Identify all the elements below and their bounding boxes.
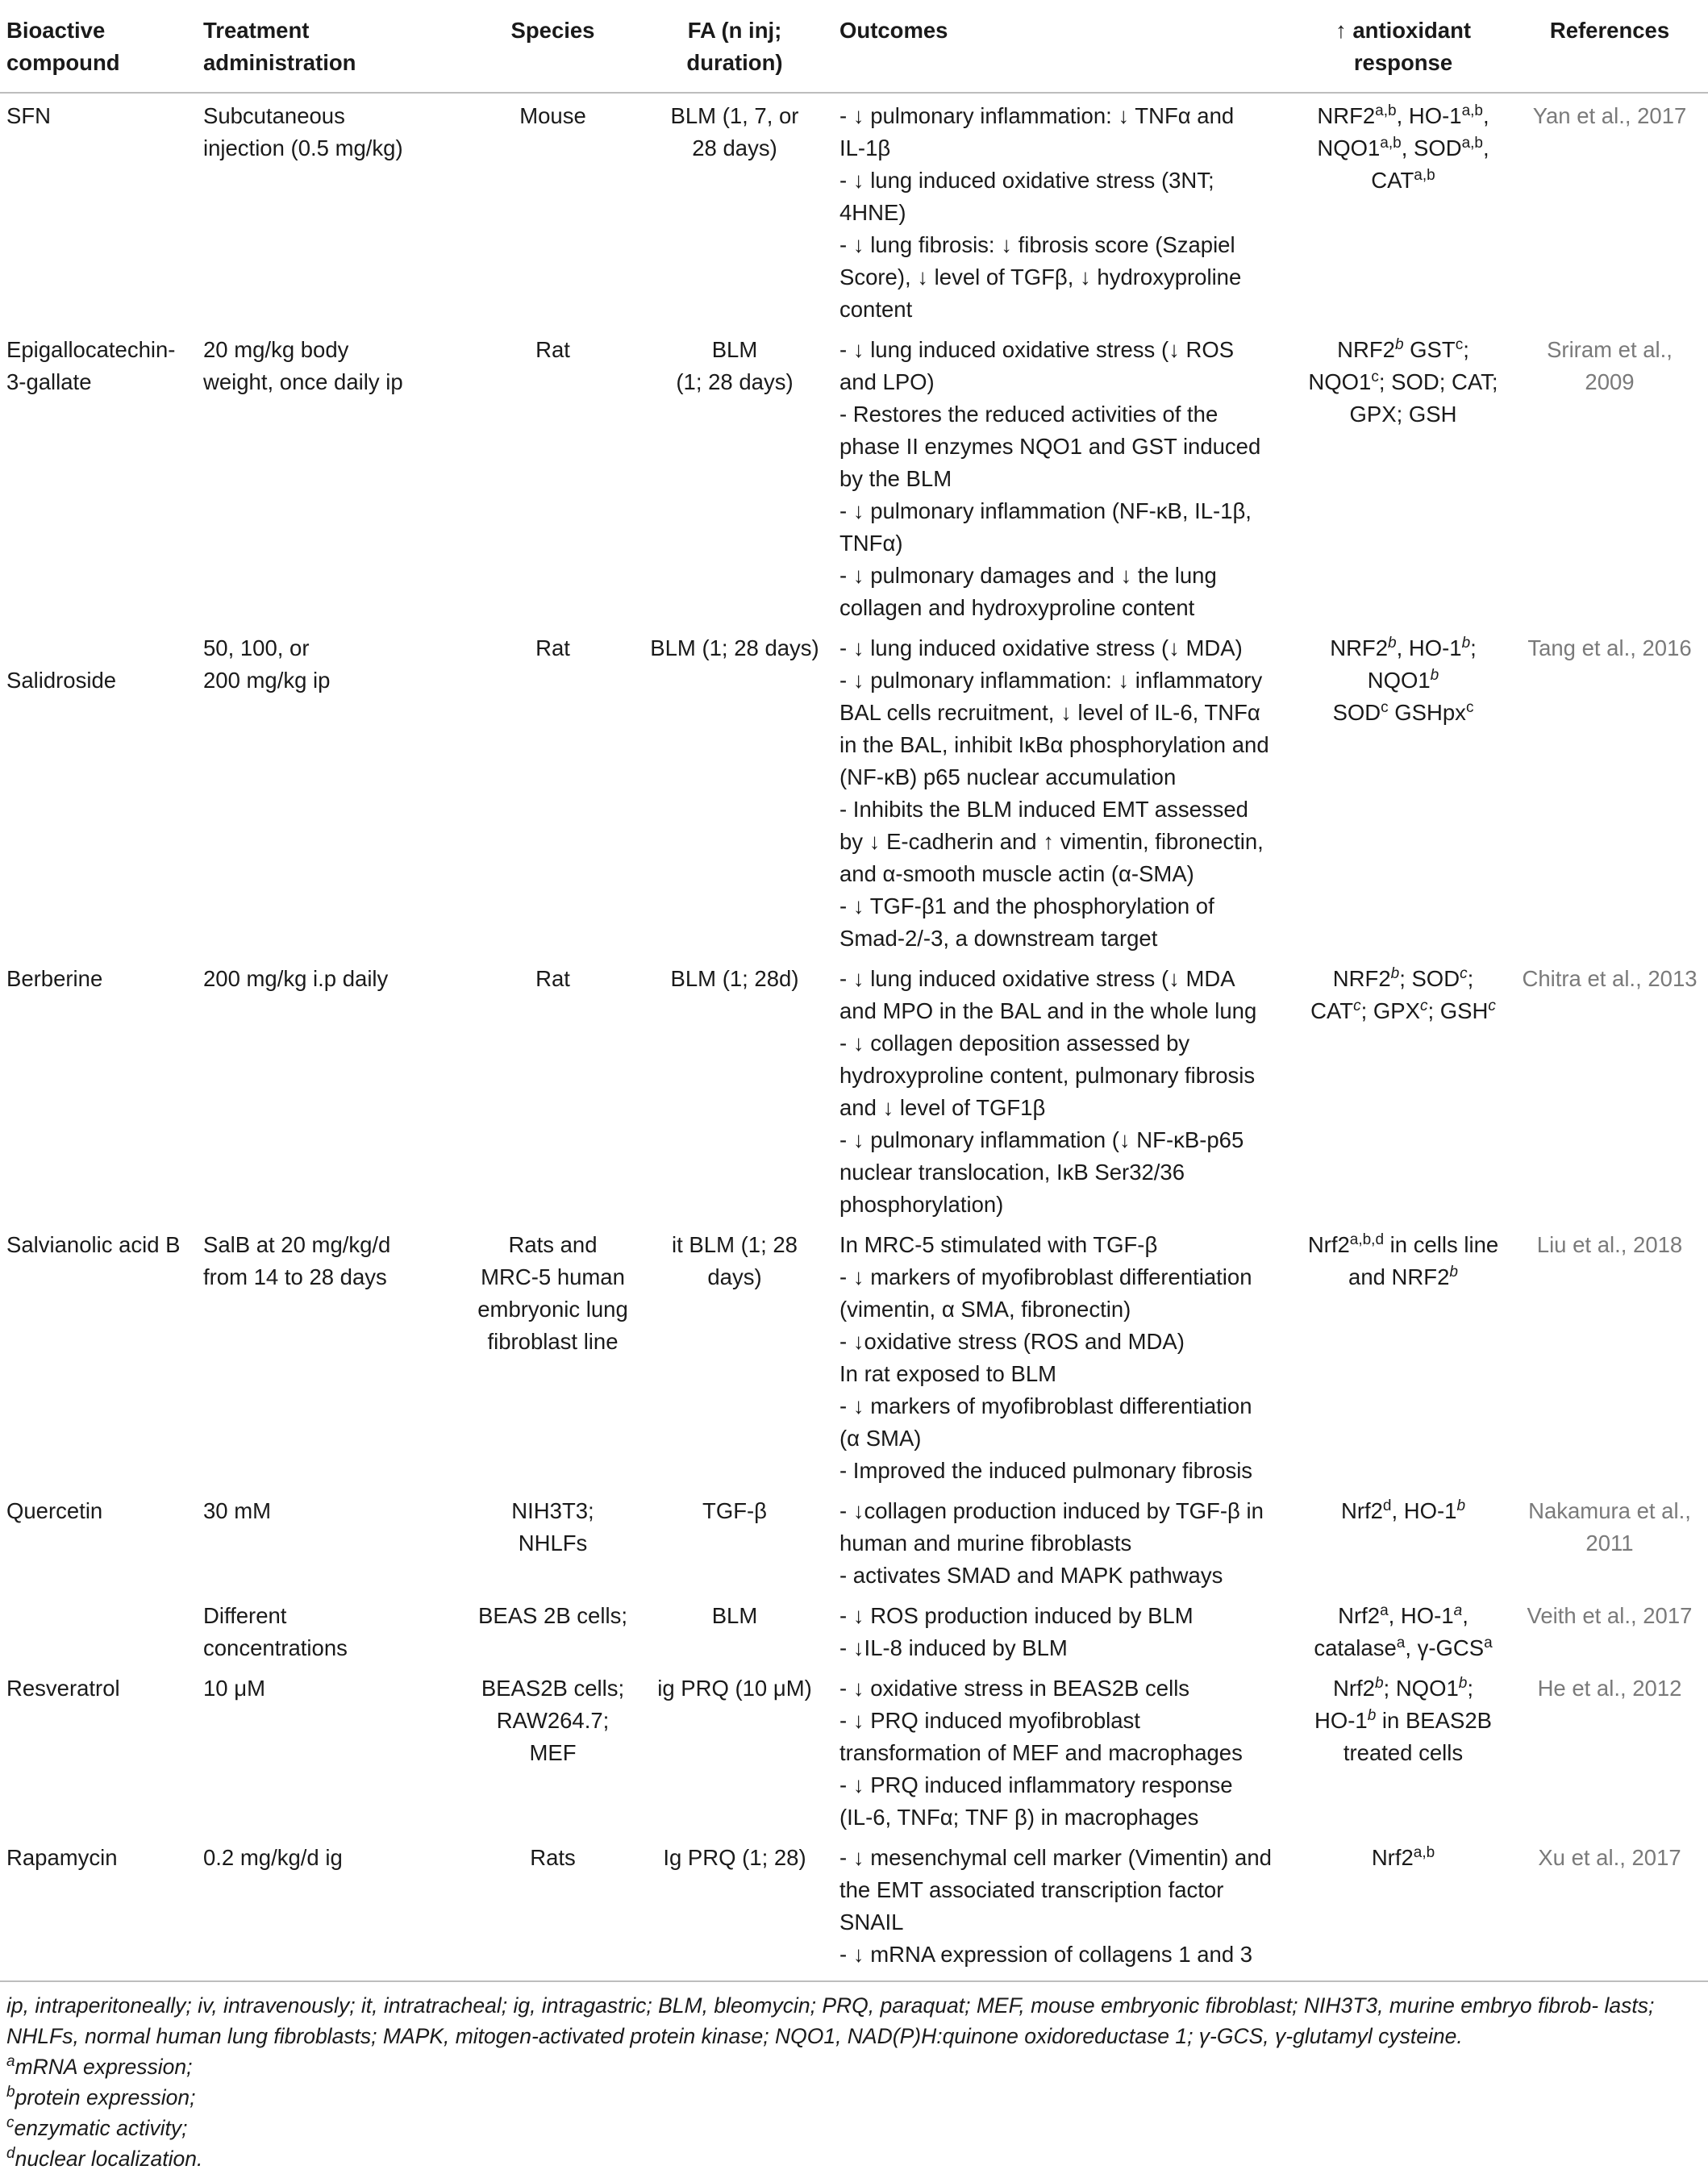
cell-references xyxy=(1511,626,1708,956)
cell-antioxidant xyxy=(1295,1666,1511,1835)
cell-outcomes xyxy=(833,1593,1295,1666)
cell-references xyxy=(1511,1489,1708,1593)
cell-treatment-line: Subcutaneous xyxy=(203,103,345,128)
cell-treatment xyxy=(197,1593,469,1666)
cell-species xyxy=(469,93,636,327)
antioxidant-line: Nrf2$^d$, HO-1$^b$ xyxy=(1340,1497,1466,1523)
cell-species-line: MRC-5 human xyxy=(481,1264,625,1289)
cell-outcomes xyxy=(833,956,1295,1222)
cell-outcomes-line: and ↓ level of TGF1β xyxy=(839,1095,1046,1120)
header-fa: FA (n inj; duration) xyxy=(636,0,833,93)
cell-treatment-line: concentrations xyxy=(203,1635,348,1660)
cell-outcomes-line: (IL-6, TNFα; TNF β) in macrophages xyxy=(839,1805,1199,1830)
cell-outcomes-line: - ↓ pulmonary inflammation: ↓ TNFα and xyxy=(839,103,1235,128)
cell-fa-line: BLM xyxy=(711,337,758,362)
footnote-abbreviations: ip, intraperitoneally; iv, intravenously; it, intratracheal; ig, intragastric; BLM, bleomycin; PRQ, paraquat; MEF, mouse embryonic fibroblast; NIH3T3, murine embryo fibrob- lasts; NHLFs, normal human lung fibroblasts; MAPK, mitogen-activated protein kinase; NQO1, NAD(P)H:quinone oxidoreductase 1; γ-GCS, γ-glutamyl cysteine. xyxy=(6,1993,1655,2048)
cell-fa-line: ig PRQ (10 μM) xyxy=(657,1676,812,1701)
cell-references xyxy=(1511,1835,1708,1981)
cell-species-line: BEAS 2B cells; xyxy=(478,1603,627,1628)
cell-outcomes-line: - ↓ markers of myofibroblast differentiation xyxy=(839,1264,1252,1289)
cell-references xyxy=(1511,327,1708,626)
cell-outcomes-line: - ↓ lung induced oxidative stress (3NT; xyxy=(839,168,1214,193)
cell-species-line: BEAS2B cells; xyxy=(481,1676,625,1701)
cell-outcomes-line: the EMT associated transcription factor xyxy=(839,1877,1224,1902)
cell-compound xyxy=(0,327,197,626)
cell-compound-line: Quercetin xyxy=(6,1498,103,1523)
cell-references-line: He et al., 2012 xyxy=(1537,1676,1682,1701)
header-references: References xyxy=(1511,0,1708,93)
cell-compound-line: 3-gallate xyxy=(6,369,92,394)
table-row xyxy=(0,956,1708,1222)
cell-fa-line: BLM xyxy=(711,1603,758,1628)
antioxidant-line: Nrf2$^{a,b}$ xyxy=(1371,1843,1435,1870)
cell-species-line: Rat xyxy=(535,966,570,991)
cell-outcomes-line: - ↓ TGF-β1 and the phosphorylation of xyxy=(839,893,1214,918)
cell-references-line: Liu et al., 2018 xyxy=(1536,1232,1683,1257)
antioxidant-line: GPX; GSH xyxy=(1349,402,1457,427)
cell-fa-line: (1; 28 days) xyxy=(676,369,794,394)
table-row xyxy=(0,1835,1708,1981)
antioxidant-line: NQO1$^{a,b}$, SOD$^{a,b}$, xyxy=(1317,134,1489,160)
cell-outcomes xyxy=(833,1666,1295,1835)
cell-species xyxy=(469,1666,636,1835)
antioxidant-line: catalase$^a$, γ-GCS$^a$ xyxy=(1314,1634,1493,1660)
cell-species-line: NIH3T3; NHLFs xyxy=(511,1498,594,1556)
cell-fa xyxy=(636,1835,833,1981)
cell-references-line: Nakamura et al., xyxy=(1528,1498,1691,1523)
cell-outcomes-line: Smad-2/-3, a downstream target xyxy=(839,926,1158,951)
table-row xyxy=(0,327,1708,626)
footnote-d: $^d$nuclear localization. xyxy=(6,2145,203,2171)
antioxidant-line: NRF2$^b$, HO-1$^b$; xyxy=(1330,634,1477,660)
cell-references xyxy=(1511,1666,1708,1835)
cell-references-line: 2011 xyxy=(1585,1531,1634,1556)
cell-outcomes-line: BAL cells recruitment, ↓ level of IL-6, TNFα xyxy=(839,700,1260,725)
cell-fa xyxy=(636,626,833,956)
cell-species xyxy=(469,327,636,626)
cell-outcomes-line: In rat exposed to BLM xyxy=(839,1361,1057,1386)
antioxidant-line: Nrf2$^b$; NQO1$^b$; xyxy=(1333,1674,1473,1701)
cell-references-line: Chitra et al., 2013 xyxy=(1522,966,1698,991)
table-row xyxy=(0,93,1708,327)
cell-compound-line xyxy=(6,1600,190,1632)
cell-outcomes-line: IL-1β xyxy=(839,135,891,160)
cell-antioxidant xyxy=(1295,1835,1511,1981)
cell-species xyxy=(469,1489,636,1593)
cell-species xyxy=(469,1593,636,1666)
cell-outcomes-line: transformation of MEF and macrophages xyxy=(839,1740,1243,1765)
cell-outcomes xyxy=(833,93,1295,327)
header-antioxidant: ↑ antioxidant response xyxy=(1295,0,1511,93)
cell-outcomes-line: - Improved the induced pulmonary fibrosis xyxy=(839,1458,1253,1483)
cell-outcomes-line: - ↓ pulmonary inflammation: ↓ inflammatory xyxy=(839,668,1263,693)
cell-fa-line: BLM (1, 7, or xyxy=(670,103,799,128)
cell-species-line: Rat xyxy=(535,337,570,362)
cell-species-line: Rats xyxy=(530,1845,576,1870)
cell-outcomes-line: - Restores the reduced activities of the xyxy=(839,402,1219,427)
cell-compound xyxy=(0,93,197,327)
cell-outcomes-line: - ↓ PRQ induced myofibroblast xyxy=(839,1708,1140,1733)
cell-treatment xyxy=(197,1489,469,1593)
header-species: Species xyxy=(469,0,636,93)
cell-fa-line: BLM (1; 28 days) xyxy=(650,635,819,660)
cell-compound-line: Epigallocatechin- xyxy=(6,337,176,362)
cell-outcomes xyxy=(833,1222,1295,1489)
cell-outcomes xyxy=(833,327,1295,626)
cell-fa xyxy=(636,956,833,1222)
cell-species-line: Rats and xyxy=(508,1232,598,1257)
cell-treatment xyxy=(197,327,469,626)
cell-outcomes-line: 4HNE) xyxy=(839,200,906,225)
cell-species-line: embryonic lung xyxy=(477,1297,628,1322)
cell-compound xyxy=(0,1835,197,1981)
table-footnotes xyxy=(6,1990,1700,2174)
cell-treatment-line: SalB at 20 mg/kg/d xyxy=(203,1232,391,1257)
cell-references-line: Tang et al., 2016 xyxy=(1527,635,1692,660)
cell-fa xyxy=(636,327,833,626)
cell-outcomes-line: - ↓ pulmonary damages and ↓ the lung xyxy=(839,563,1217,588)
cell-fa xyxy=(636,1666,833,1835)
cell-outcomes-line: TNFα) xyxy=(839,531,903,556)
cell-treatment xyxy=(197,626,469,956)
cell-compound-line: SFN xyxy=(6,103,51,128)
cell-outcomes-line: In MRC-5 stimulated with TGF-β xyxy=(839,1232,1158,1257)
antioxidant-line: and NRF2$^b$ xyxy=(1348,1263,1458,1289)
header-compound: Bioactive compound xyxy=(0,0,197,93)
cell-references xyxy=(1511,1593,1708,1666)
cell-outcomes-line: collagen and hydroxyproline content xyxy=(839,595,1195,620)
footnote-b: $^b$protein expression; xyxy=(6,2084,196,2109)
antioxidant-line: NQO1$^c$; SOD; CAT; xyxy=(1308,368,1498,394)
cell-fa xyxy=(636,1222,833,1489)
antioxidant-line: HO-1$^b$ in BEAS2B xyxy=(1314,1706,1492,1733)
cell-treatment xyxy=(197,1835,469,1981)
cell-compound xyxy=(0,956,197,1222)
cell-outcomes-line: by the BLM xyxy=(839,466,952,491)
cell-outcomes-line: SNAIL xyxy=(839,1910,904,1935)
cell-compound-line: Berberine xyxy=(6,966,103,991)
cell-compound xyxy=(0,626,197,956)
cell-compound-line: Resveratrol xyxy=(6,1676,120,1701)
cell-outcomes-line: - ↓ mesenchymal cell marker (Vimentin) and xyxy=(839,1845,1272,1870)
cell-fa-line: TGF-β xyxy=(702,1498,767,1523)
cell-species xyxy=(469,956,636,1222)
cell-outcomes xyxy=(833,626,1295,956)
cell-treatment-line: 0.2 mg/kg/d ig xyxy=(203,1845,343,1870)
cell-outcomes-line: - ↓ lung induced oxidative stress (↓ ROS xyxy=(839,337,1235,362)
cell-antioxidant xyxy=(1295,93,1511,327)
cell-outcomes-line: (NF-κB) p65 nuclear accumulation xyxy=(839,764,1177,789)
cell-compound xyxy=(0,1222,197,1489)
cell-outcomes-line: content xyxy=(839,297,913,322)
footnote-c: $^c$enzymatic activity; xyxy=(6,2114,188,2140)
cell-outcomes-line: - ↓ ROS production induced by BLM xyxy=(839,1603,1194,1628)
cell-treatment-line: 200 mg/kg i.p daily xyxy=(203,966,389,991)
cell-outcomes-line: Score), ↓ level of TGFβ, ↓ hydroxyproline xyxy=(839,264,1242,289)
cell-outcomes-line: - ↓IL-8 induced by BLM xyxy=(839,1635,1068,1660)
cell-species-line: Mouse xyxy=(519,103,586,128)
cell-fa xyxy=(636,93,833,327)
cell-references-line: Sriram et al., xyxy=(1547,337,1673,362)
cell-fa-line: BLM (1; 28d) xyxy=(670,966,799,991)
cell-outcomes-line: nuclear translocation, IκB Ser32/36 xyxy=(839,1160,1185,1185)
cell-outcomes-line: - ↓ collagen deposition assessed by xyxy=(839,1031,1190,1056)
table-row xyxy=(0,1222,1708,1489)
cell-outcomes-line: (vimentin, α SMA, fibronectin) xyxy=(839,1297,1131,1322)
cell-antioxidant xyxy=(1295,626,1511,956)
table-row xyxy=(0,626,1708,956)
cell-outcomes-line: hydroxyproline content, pulmonary fibrosis xyxy=(839,1063,1256,1088)
cell-fa-line: it BLM (1; 28 days) xyxy=(672,1232,798,1289)
cell-species xyxy=(469,626,636,956)
cell-treatment-line: 10 μM xyxy=(203,1676,265,1701)
cell-treatment-line: 200 mg/kg ip xyxy=(203,668,331,693)
cell-outcomes-line: - ↓ lung induced oxidative stress (↓ MDA) xyxy=(839,635,1243,660)
antioxidant-line: NRF2$^b$; SOD$^c$; xyxy=(1332,964,1474,991)
cell-treatment-line: 50, 100, or xyxy=(203,635,310,660)
cell-outcomes xyxy=(833,1489,1295,1593)
cell-compound xyxy=(0,1666,197,1835)
cell-compound-line xyxy=(6,632,190,664)
cell-treatment-line: from 14 to 28 days xyxy=(203,1264,387,1289)
cell-fa-line: Ig PRQ (1; 28) xyxy=(663,1845,806,1870)
cell-outcomes-line: and LPO) xyxy=(839,369,935,394)
cell-antioxidant xyxy=(1295,1593,1511,1666)
cell-compound xyxy=(0,1593,197,1666)
cell-outcomes-line: and MPO in the BAL and in the whole lung xyxy=(839,998,1257,1023)
antioxidant-line: NRF2$^{a,b}$, HO-1$^{a,b}$, xyxy=(1317,102,1489,128)
cell-outcomes-line: phase II enzymes NQO1 and GST induced xyxy=(839,434,1261,459)
cell-treatment-line: weight, once daily ip xyxy=(203,369,403,394)
cell-outcomes-line: - ↓ mRNA expression of collagens 1 and 3 xyxy=(839,1942,1253,1967)
cell-outcomes-line: - ↓collagen production induced by TGF-β in xyxy=(839,1498,1264,1523)
antioxidant-line: CAT$^{a,b}$ xyxy=(1371,166,1435,193)
antioxidant-line: SOD$^c$ GSHpx$^c$ xyxy=(1332,698,1474,725)
cell-outcomes-line: - ↓ pulmonary inflammation (NF-κB, IL-1β, xyxy=(839,498,1252,523)
cell-treatment-line: 30 mM xyxy=(203,1498,272,1523)
cell-species xyxy=(469,1222,636,1489)
cell-species-line: fibroblast line xyxy=(487,1329,619,1354)
cell-outcomes-line: - Inhibits the BLM induced EMT assessed xyxy=(839,797,1248,822)
cell-references xyxy=(1511,1222,1708,1489)
cell-outcomes-line: - ↓ pulmonary inflammation (↓ NF-κB-p65 xyxy=(839,1127,1244,1152)
cell-species xyxy=(469,1835,636,1981)
cell-treatment-line: Different xyxy=(203,1603,287,1628)
cell-outcomes xyxy=(833,1835,1295,1981)
cell-antioxidant xyxy=(1295,327,1511,626)
cell-references-line: Xu et al., 2017 xyxy=(1538,1845,1681,1870)
antioxidant-line: Nrf2$^a$, HO-1$^a$, xyxy=(1338,1601,1468,1628)
cell-fa-line: 28 days) xyxy=(692,135,777,160)
cell-references-line: Yan et al., 2017 xyxy=(1532,103,1687,128)
cell-species-line: MEF xyxy=(529,1740,577,1765)
cell-compound-line: Salidroside xyxy=(6,668,117,693)
cell-outcomes-line: - ↓ oxidative stress in BEAS2B cells xyxy=(839,1676,1190,1701)
cell-outcomes-line: and α-smooth muscle actin (α-SMA) xyxy=(839,861,1194,886)
cell-references-line: 2009 xyxy=(1585,369,1635,394)
cell-treatment xyxy=(197,956,469,1222)
cell-outcomes-line: - ↓ lung induced oxidative stress (↓ MDA xyxy=(839,966,1235,991)
cell-fa xyxy=(636,1593,833,1666)
cell-compound xyxy=(0,1489,197,1593)
cell-outcomes-line: - ↓ markers of myofibroblast differentiation xyxy=(839,1393,1252,1418)
cell-references xyxy=(1511,956,1708,1222)
table-body xyxy=(0,93,1708,1981)
cell-antioxidant xyxy=(1295,956,1511,1222)
antioxidant-line: treated cells xyxy=(1343,1740,1464,1765)
cell-outcomes-line: - ↓ PRQ induced inflammatory response xyxy=(839,1772,1233,1797)
cell-species-line: RAW264.7; xyxy=(496,1708,610,1733)
footnote-a: $^a$mRNA expression; xyxy=(6,2053,193,2079)
cell-outcomes-line: human and murine fibroblasts xyxy=(839,1531,1132,1556)
cell-species-line: Rat xyxy=(535,635,570,660)
cell-antioxidant xyxy=(1295,1222,1511,1489)
cell-outcomes-line: - activates SMAD and MAPK pathways xyxy=(839,1563,1223,1588)
header-outcomes: Outcomes xyxy=(833,0,1295,93)
cell-treatment xyxy=(197,1222,469,1489)
table-row xyxy=(0,1489,1708,1593)
cell-treatment xyxy=(197,1666,469,1835)
cell-compound-line: Rapamycin xyxy=(6,1845,118,1870)
header-row xyxy=(0,0,1708,93)
cell-fa xyxy=(636,1489,833,1593)
table-row xyxy=(0,1593,1708,1666)
cell-outcomes-line: in the BAL, inhibit IκBα phosphorylation and xyxy=(839,732,1269,757)
antioxidant-line: NRF2$^b$ GST$^c$; xyxy=(1337,335,1469,362)
header-treatment: Treatment administration xyxy=(197,0,469,93)
cell-treatment-line: 20 mg/kg body xyxy=(203,337,349,362)
cell-outcomes-line: phosphorylation) xyxy=(839,1192,1004,1217)
cell-outcomes-line: by ↓ E-cadherin and ↑ vimentin, fibronectin, xyxy=(839,829,1264,854)
cell-references-line: Veith et al., 2017 xyxy=(1527,1603,1693,1628)
cell-outcomes-line: - ↓ lung fibrosis: ↓ fibrosis score (Szapiel xyxy=(839,232,1235,257)
table-row xyxy=(0,1666,1708,1835)
cell-treatment-line: injection (0.5 mg/kg) xyxy=(203,135,403,160)
cell-references xyxy=(1511,93,1708,327)
cell-outcomes-line: (α SMA) xyxy=(839,1426,922,1451)
antioxidant-line: Nrf2$^{a,b,d}$ in cells line xyxy=(1307,1231,1499,1257)
antioxidant-line: NQO1$^b$ xyxy=(1367,666,1439,693)
cell-outcomes-line: - ↓oxidative stress (ROS and MDA) xyxy=(839,1329,1185,1354)
antioxidant-line: CAT$^c$; GPX$^c$; GSH$^c$ xyxy=(1310,997,1496,1023)
cell-antioxidant xyxy=(1295,1489,1511,1593)
cell-treatment xyxy=(197,93,469,327)
cell-compound-line: Salvianolic acid B xyxy=(6,1232,181,1257)
